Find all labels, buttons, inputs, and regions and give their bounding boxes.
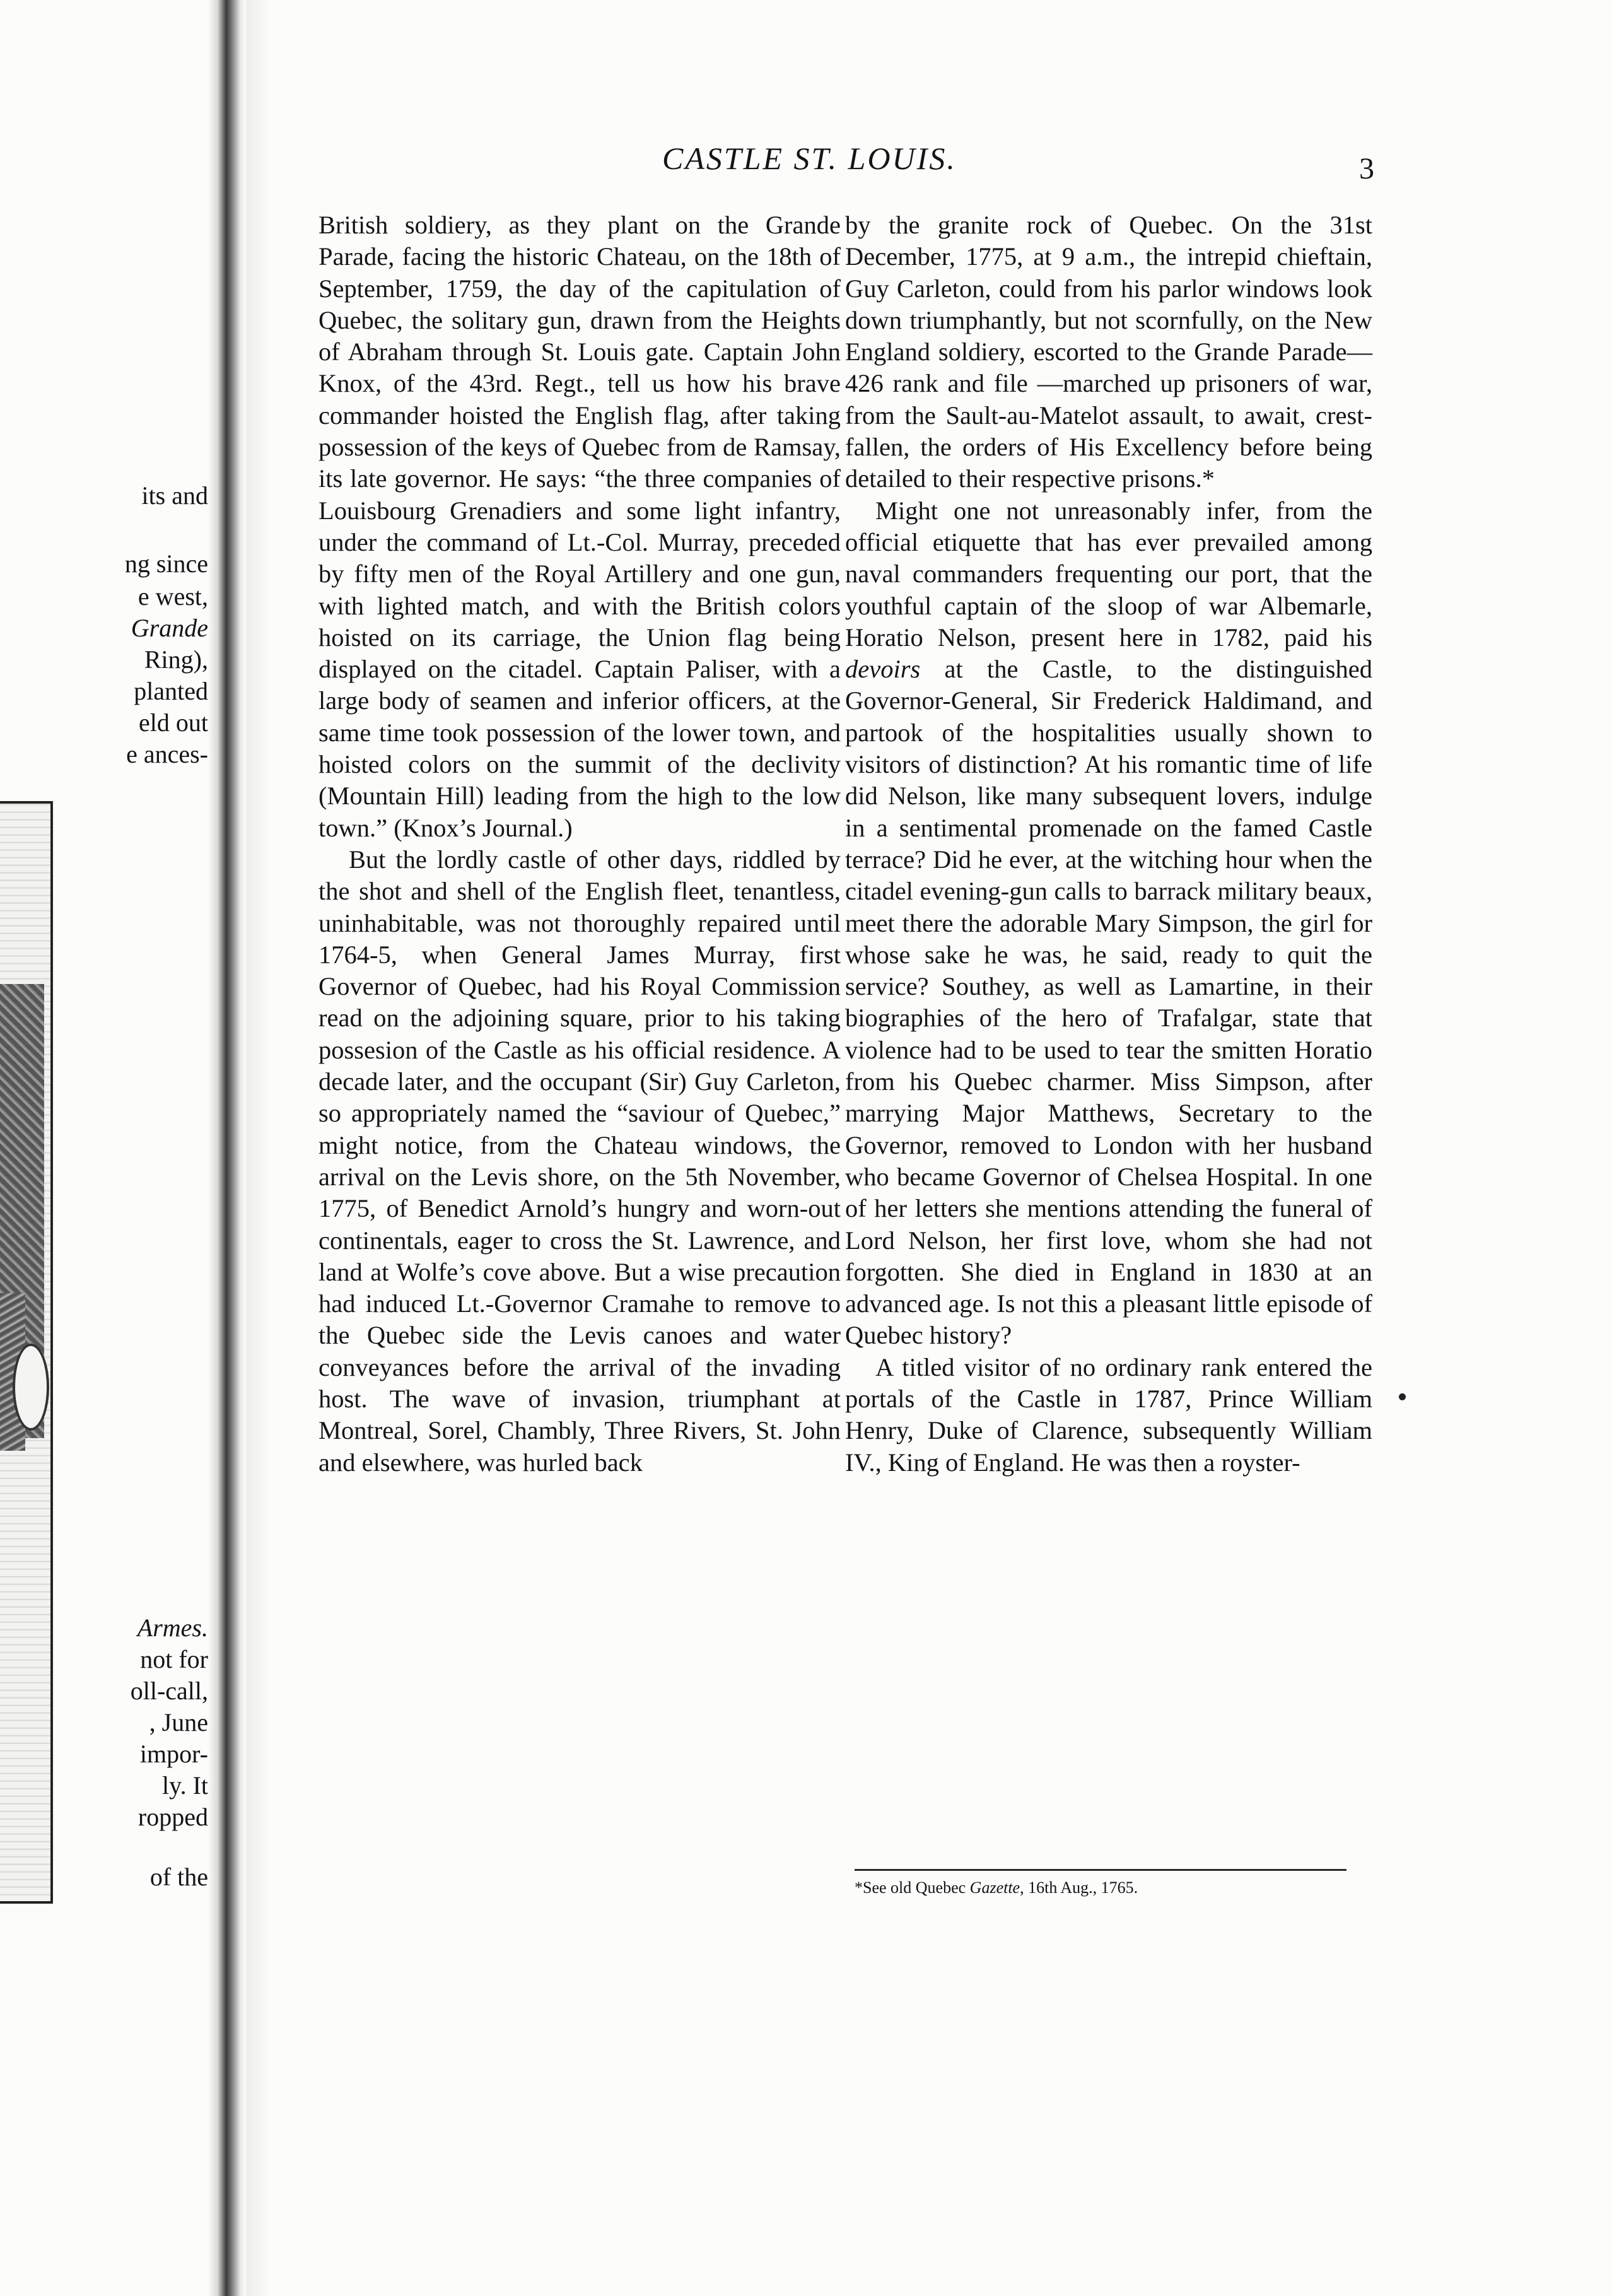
text-column-right [845,209,1372,1479]
fragment-line: Grande [131,614,208,642]
fragment-line: planted [134,677,208,705]
text-column-left [318,209,841,1479]
fragment-line: oll-call, [130,1677,208,1705]
illustration-medallion [13,1344,49,1431]
footnote-text: *See old Quebec [855,1878,970,1897]
fragment-line: eld out [139,708,208,737]
paragraph: by the granite rock of Quebec. On the 31st December, 1775, at 9 a.m., the intrepid chieftain, Guy Carleton, could from his parlor windows look down triumphantly, but not scornfully, on the New England soldiery, escorted to the Grande Parade—426 rank and file —marched up prisoners of war, from the Sault-au-Matelot assault, to await, crest-fallen, the orders of His Excellency before being detailed to their respective prisons.* [845,211,1372,493]
paragraph-text: at the Castle, to the distinguished Governor-General, Sir Frederick Haldimand, and partook of the hospitalities usually shown to visitors of distinction? At his romantic time of life did Nelson, like many subsequent lovers, indulge in a sentimental promenade on the famed Castle terrace? Did he ever, at the witching hour when the citadel evening-gun calls to barrack military beaux, meet there the adorable Mary Simpson, the girl for whose sake he was, he said, ready to quit the service? Southey, as well as Lamartine, in their biographies of the hero of Trafalgar, state that violence had to be used to tear the smitten Horatio from his Quebec charmer. Miss Simpson, after marrying Major Matthews, Secretary to the Governor, removed to London with her husband who became Governor of Chelsea Hospital. In one of her letters she mentions attending the funeral of Lord Nelson, her first love, whom she had not forgotten. She died in England in 1830 at an advanced age. Is not this a pleasant little episode of Quebec history? [845,655,1372,1350]
fragment-line: ng since [124,549,208,578]
fragment-line: e ances- [126,740,208,768]
running-head: CASTLE ST. LOUIS. [662,141,957,176]
paragraph: But the lordly castle of other days, riddled by the shot and shell of the English fleet, tenantless, uninhabitable, was not thoroughly repaired until 1764-5, when General James Murray, first Governor of Quebec, had his Royal Commission read on the adjoining square, prior to his taking possesion of the Castle as his official residence. A decade later, and the occupant (Sir) Guy Carleton, so appropriately named the “saviour of Quebec,” might notice, from the Chateau windows, the arrival on the Levis shore, on the 5th November, 1775, of Benedict Arnold’s hungry and worn-out continentals, eager to cross the St. Lawrence, and land at Wolfe’s cove above. But a wise precaution had induced Lt.-Governor Cramahe to remove to the Quebec side the Levis canoes and water conveyances before the arrival of the invading host. The wave of invasion, triumphant at Montreal, Sorel, Chambly, Three Rivers, St. John and elsewhere, was hurled back [318,845,841,1477]
paragraph: A titled visitor of no ordinary rank entered the portals of the Castle in 1787, Prince William Henry, Duke of Clarence, subsequently William IV., King of England. He was then a royster- [845,1352,1372,1477]
fragment-line: of the [149,1863,208,1891]
fragment-line: e west, [137,582,208,611]
footnote-text: , 16th Aug., 1765. [1020,1878,1138,1897]
paragraph [845,495,1372,1352]
fragment-line: Armes. [137,1614,208,1642]
fragment-line: ly. It [162,1771,208,1800]
fragment-line: Ring), [144,645,208,674]
footnote-italic: Gazette [969,1878,1020,1897]
gutter-shadow [246,0,271,2296]
paragraph: British soldiery, as they plant on the Grande Parade, facing the historic Chateau, on the 18th of September, 1759, the day of the capitulation of Quebec, the solitary gun, drawn from the Heights of Abraham through St. Louis gate. Captain John Knox, of the 43rd. Regt., tell us how his brave commander hoisted the English flag, after taking possession of the keys of Quebec from de Ramsay, its late governor. He says: “the three companies of Louisbourg Grenadiers and some light infantry, under the command of Lt.-Col. Murray, preceded by fifty men of the Royal Artillery and one gun, with lighted match, and with the British colors hoisted on its carriage, the Union flag being displayed on the citadel. Captain Paliser, with a large body of seamen and inferior officers, at the same time took possession of the lower town, and hoisted colors on the summit of the declivity (Mountain Hill) leading from the high to the low town.” (Knox’s Journal.) [318,211,841,842]
italic-term: devoirs [845,655,921,684]
page-number: 3 [1359,152,1374,185]
paragraph-text: Might one not unreasonably infer, from the official etiquette that has ever prevailed among naval commanders frequenting our port, that the youthful captain of the sloop of war Albemarle, Horatio Nelson, present here in 1782, paid his [845,496,1372,652]
footnote-rule [855,1869,1346,1871]
fragment-line: its and [141,481,208,510]
fragment-line: , June [149,1708,208,1737]
book-gutter [208,0,246,2296]
adjacent-page-fragment [0,0,208,2296]
fragment-line: ropped [137,1803,208,1831]
print-speck [1399,1393,1406,1400]
fragment-line: impor- [139,1740,208,1768]
footnote [855,1878,1138,1897]
fragment-line: not for [140,1645,208,1673]
